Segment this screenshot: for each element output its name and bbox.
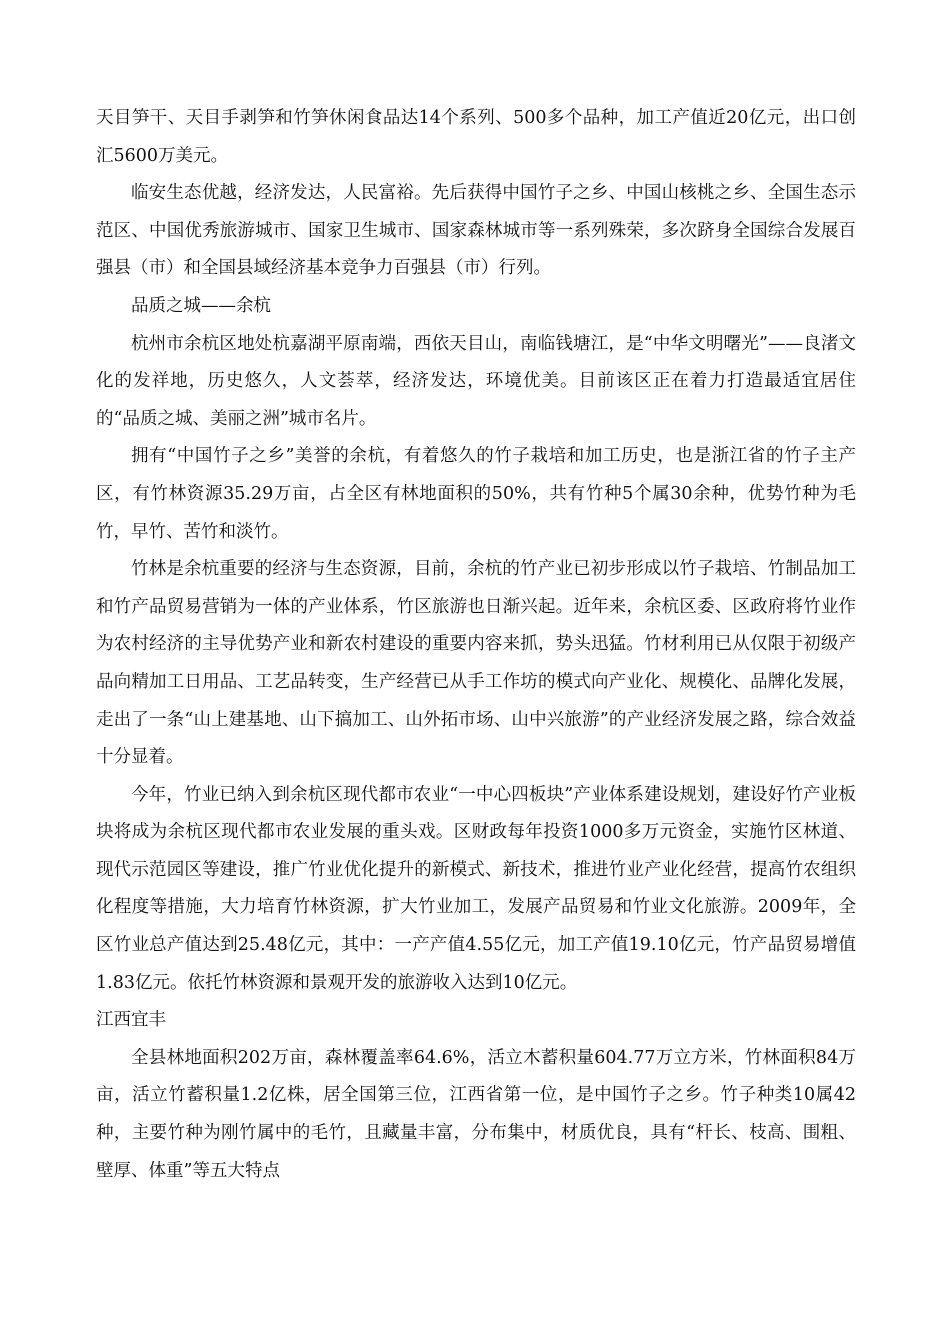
section-heading-yuhang: 品质之城——余杭 <box>131 295 271 316</box>
paragraph-yuhang-bamboo-resources: 拥有“中国竹子之乡”美誉的余杭，有着悠久的竹子栽培和加工历史，也是浙江省的竹子主产区，有竹林资源35.29万亩，占全区有林地面积的50%，共有竹种5个属30余种，优势竹种为毛竹，早竹、苦竹和淡竹。 <box>96 446 856 542</box>
document-page <box>96 100 856 1190</box>
paragraph-yuhang-location: 杭州市余杭区地处杭嘉湖平原南端，西依天目山，南临钱塘江，是“中华文明曙光”——良渚文化的发祥地，历史悠久，人文荟萃，经济发达，环境优美。目前该区正在着力打造最适宜居住的“品质之城、美丽之洲”城市名片。 <box>96 333 856 429</box>
paragraph-bamboo-shoot-products: 天目笋干、天目手剥笋和竹笋休闲食品达14个系列、500多个品种，加工产值近20亿元，出口创汇5600万美元。 <box>96 108 856 166</box>
paragraph-yuhang-planning: 今年，竹业已纳入到余杭区现代都市农业“一中心四板块”产业体系建设规划，建设好竹产业板块将成为余杭区现代都市农业发展的重头戏。区财政每年投资1000多万元资金，实施竹区林道、现代示范园区等建设，推广竹业优化提升的新模式、新技术，推进竹业产业化经营，提高竹农组织化程度等措施，大力培育竹林资源，扩大竹业加工，发展产品贸易和竹业文化旅游。2009年，全区竹业总产值达到25.48亿元，其中：一产产值4.55亿元，加工产值19.10亿元，竹产品贸易增值1.83亿元。依托竹林资源和景观开发的旅游收入达到10亿元。 <box>96 784 856 993</box>
paragraph-yuhang-bamboo-industry: 竹林是余杭重要的经济与生态资源，目前，余杭的竹产业已初步形成以竹子栽培、竹制品加工和竹产品贸易营销为一体的产业体系，竹区旅游也日渐兴起。近年来，余杭区委、区政府将竹业作为农村经济的主导优势产业和新农村建设的重要内容来抓，势头迅猛。竹材利用已从仅限于初级产品向精加工日用品、工艺品转变，生产经营已从手工作坊的模式向产业化、规模化、品牌化发展，走出了一条“山上建基地、山下搞加工、山外拓市场、山中兴旅游”的产业经济发展之路，综合效益十分显着。 <box>96 559 856 768</box>
section-heading-yifeng: 江西宜丰 <box>96 1010 166 1031</box>
paragraph-linan-overview: 临安生态优越，经济发达，人民富裕。先后获得中国竹子之乡、中国山核桃之乡、全国生态示范区、中国优秀旅游城市、国家卫生城市、国家森林城市等一系列殊荣，多次跻身全国综合发展百强县（市）和全国县域经济基本竞争力百强县（市）行列。 <box>96 183 856 279</box>
paragraph-yifeng-forest: 全县林地面积202万亩，森林覆盖率64.6%，活立木蓄积量604.77万立方米，竹林面积84万亩，活立竹蓄积量1.2亿株，居全国第三位，江西省第一位，是中国竹子之乡。竹子种类10属42种，主要竹种为刚竹属中的毛竹，且藏量丰富，分布集中，材质优良，具有“杆长、枝高、围粗、壁厚、体重”等五大特点 <box>96 1047 856 1181</box>
